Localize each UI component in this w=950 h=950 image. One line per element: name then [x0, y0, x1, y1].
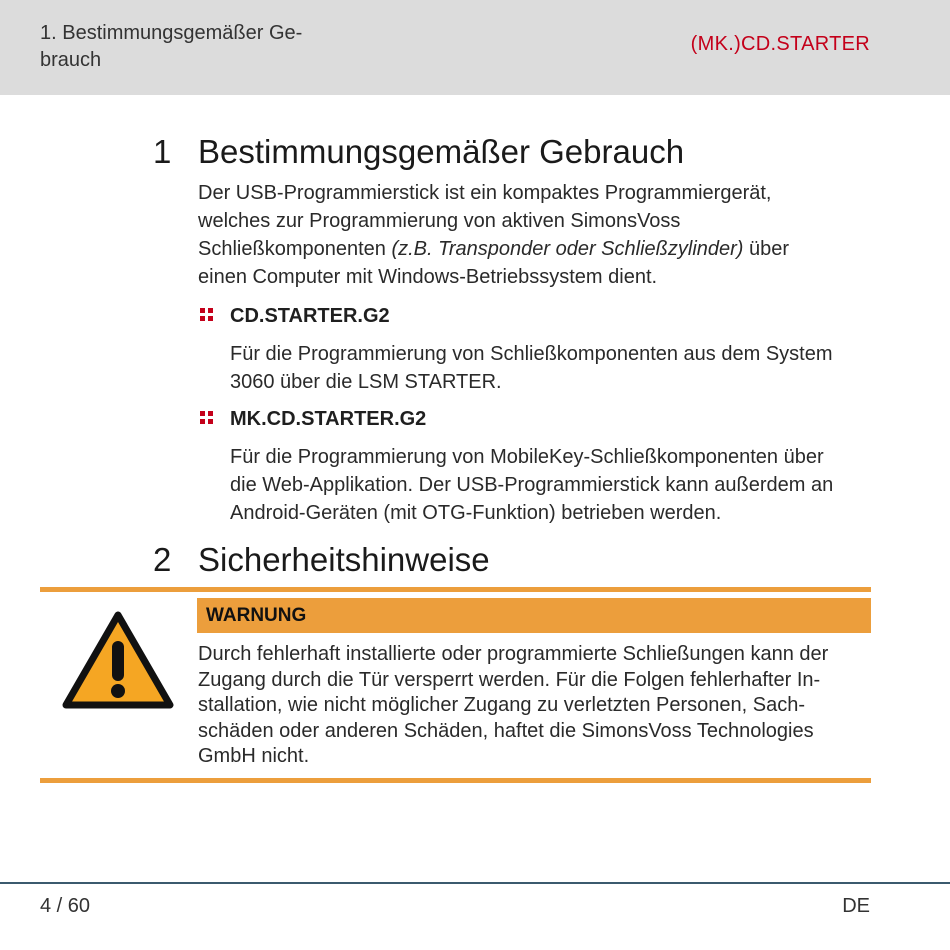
bullet-item-description: Für die Programmierung von Schließkomponenten aus dem System 3060 über die LSM STARTER. — [230, 343, 833, 393]
red-square-bullet-icon — [200, 411, 214, 425]
page-header — [0, 0, 950, 95]
header-product-name: (MK.)CD.STARTER — [690, 33, 870, 55]
section-2-heading — [153, 540, 490, 580]
section-1-title: Bestimmungsgemäßer Gebrauch — [198, 133, 685, 170]
header-section-title — [40, 20, 370, 74]
footer-divider — [0, 882, 950, 884]
bullet-item-title: CD.STARTER.G2 — [200, 305, 390, 328]
page-number: 4 / 60 — [40, 895, 91, 917]
section-1-number: 1 — [153, 133, 172, 170]
intro-line: einen Computer mit Windows-Betriebssystem dient. — [198, 266, 658, 288]
intro-line: Schließkomponenten (z.B. Transponder oder Schließzylinder) über — [198, 238, 790, 260]
section-2-number: 2 — [153, 541, 172, 578]
intro-italic-example: (z.B. Transponder oder Schließzylinder) — [391, 238, 744, 260]
section-2-title: Sicherheitshinweise — [198, 541, 490, 578]
intro-line: Der USB-Programmierstick ist ein kompaktes Programmiergerät, — [198, 182, 772, 204]
red-square-bullet-icon — [200, 308, 214, 322]
bullet-item-description: Für die Programmierung von MobileKey-Schließkomponenten über die Web-Applikation. Der USB-Programmierstick kann außerdem an Android-Geräten (mit OTG-Funktion) betrieben werden. — [230, 446, 834, 524]
warning-text: Durch fehlerhaft installierte oder programmierte Schließungen kann der Zugang durch die Tür versperrt werden. Für die Folgen fehlerhafter In- stallation, wie nicht möglicher Zugang zu verletzten Personen, Sach- schäden oder anderen Schäden, haftet die SimonsVoss Technologies GmbH nicht. — [198, 643, 829, 767]
bullet-item-title: MK.CD.STARTER.G2 — [200, 408, 426, 431]
section-1-intro — [198, 179, 789, 291]
language-code: DE — [842, 895, 870, 917]
warning-top-rule — [40, 587, 871, 592]
warning-label-bar — [197, 598, 871, 633]
header-section-line2: brauch — [40, 49, 102, 71]
section-1-heading — [153, 132, 685, 172]
warning-label: WARNUNG — [206, 605, 307, 626]
warning-triangle-icon — [62, 609, 174, 709]
header-section-line1: 1. Bestimmungsgemäßer Ge- — [40, 22, 303, 44]
intro-line: welches zur Programmierung von aktiven SimonsVoss — [198, 210, 681, 232]
warning-bottom-rule — [40, 778, 871, 783]
